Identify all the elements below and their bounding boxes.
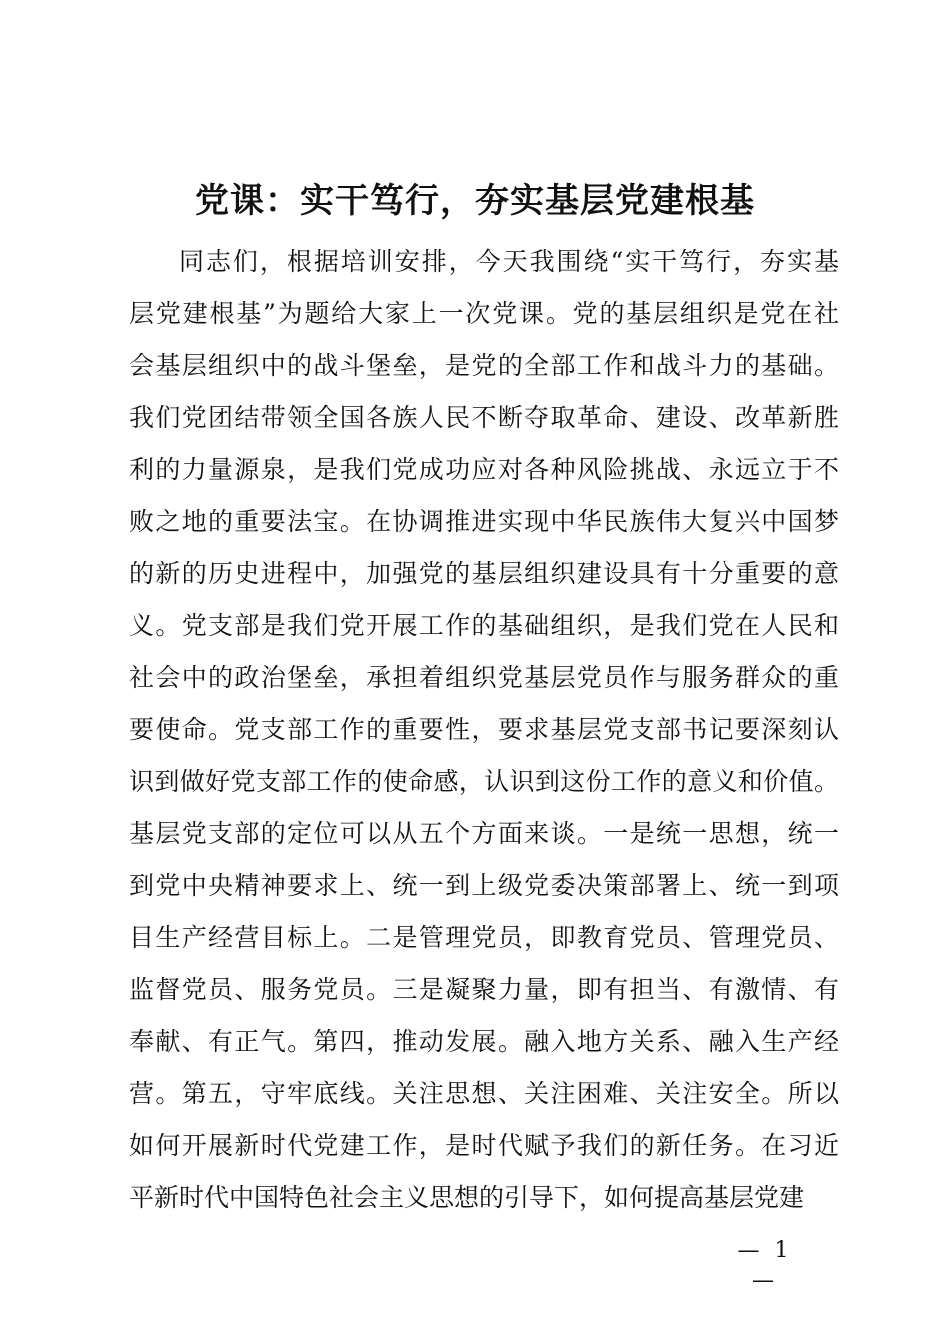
text-line: 利的力量源泉，是我们党成功应对各种风险挑战、永远立于不 [129, 455, 839, 484]
text-line: 到党中央精神要求上、统一到上级党委决策部署上、统一到项 [129, 871, 839, 900]
text-line: 监督党员、服务党员。三是凝聚力量，即有担当、有激情、有 [129, 975, 839, 1004]
text-line: 识到做好党支部工作的使命感，认识到这份工作的意义和价值。 [129, 767, 839, 796]
body-paragraph [129, 236, 839, 1224]
text-line: 如何开展新时代党建工作，是时代赋予我们的新任务。在习近 [129, 1131, 839, 1160]
text-line: 败之地的重要法宝。在协调推进实现中华民族伟大复兴中国梦 [129, 507, 839, 536]
text-line: 目生产经营目标上。二是管理党员，即教育党员、管理党员、 [129, 923, 839, 952]
text-line: 要使命。党支部工作的重要性，要求基层党支部书记要深刻认 [129, 715, 839, 744]
text-line: 层党建根基”为题给大家上一次党课。党的基层组织是党在社 [129, 299, 839, 328]
text-line: 平新时代中国特色社会主义思想的引导下，如何提高基层党建 [129, 1183, 805, 1212]
text-line: 同志们，根据培训安排，今天我围绕“实干笃行，夯实基 [179, 247, 839, 276]
page-number: — 1 — [737, 1238, 793, 1293]
text-line: 义。党支部是我们党开展工作的基础组织，是我们党在人民和 [129, 611, 839, 640]
text-line: 我们党团结带领全国各族人民不断夺取革命、建设、改革新胜 [129, 403, 839, 432]
document-title: 党课：实干笃行，夯实基层党建根基 [195, 181, 755, 221]
text-line: 社会中的政治堡垒，承担着组织党基层党员作与服务群众的重 [129, 663, 839, 692]
text-line: 的新的历史进程中，加强党的基层组织建设具有十分重要的意 [129, 559, 839, 588]
text-line: 奉献、有正气。第四，推动发展。融入地方关系、融入生产经 [129, 1027, 839, 1056]
text-line: 会基层组织中的战斗堡垒，是党的全部工作和战斗力的基础。 [129, 351, 839, 380]
text-line: 基层党支部的定位可以从五个方面来谈。一是统一思想，统一 [129, 819, 839, 848]
text-line: 营。第五，守牢底线。关注思想、关注困难、关注安全。所以 [129, 1079, 839, 1108]
